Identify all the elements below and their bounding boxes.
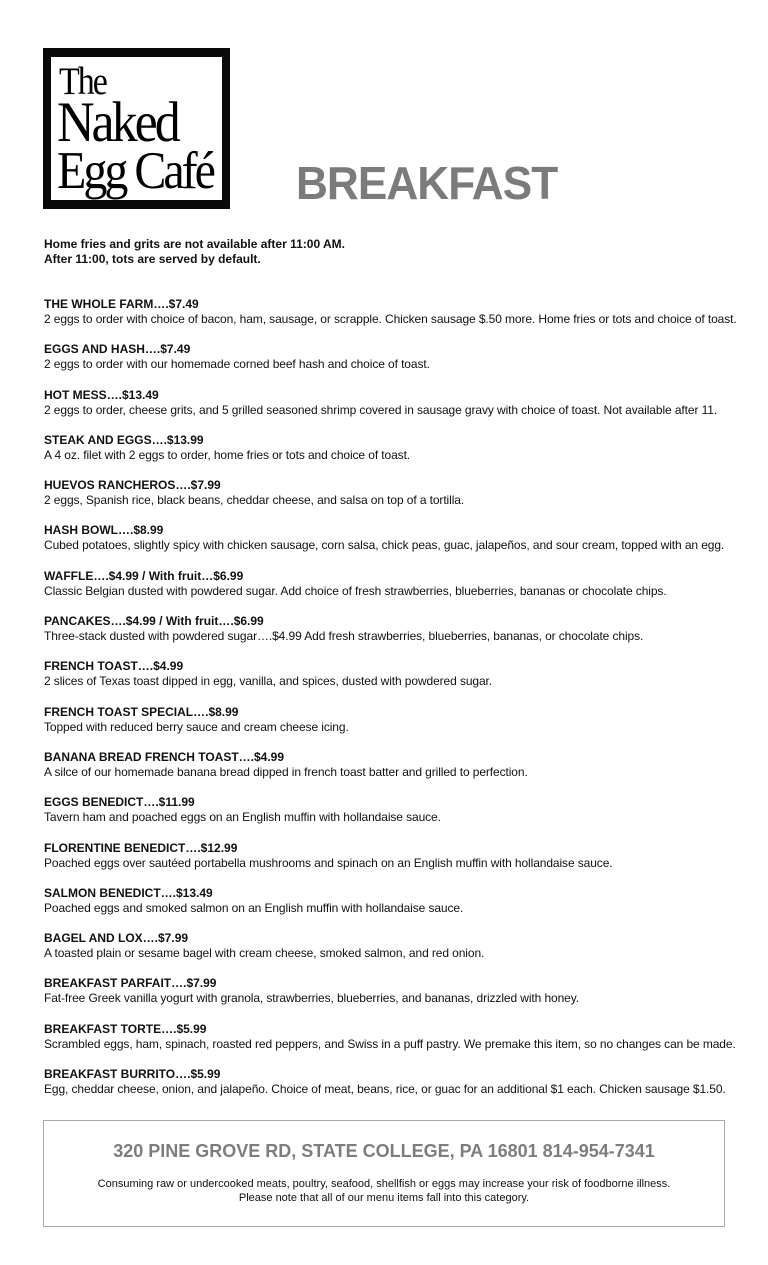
menu-item — [44, 659, 744, 704]
logo-word-egg-cafe: Egg Café — [57, 141, 213, 200]
menu-item — [44, 750, 744, 795]
menu-item-description: Tavern ham and poached eggs on an English muffin with hollandaise sauce. — [44, 810, 441, 825]
menu-item-title: BREAKFAST PARFAIT….$7.99 — [44, 976, 217, 991]
menu-item — [44, 569, 744, 614]
menu-item-description: 2 slices of Texas toast dipped in egg, vanilla, and spices, dusted with powdered sugar. — [44, 674, 493, 689]
menu-item-title: SALMON BENEDICT….$13.49 — [44, 885, 213, 900]
menu-item-description: Three-stack dusted with powdered sugar….$4.99 Add fresh strawberries, blueberries, bananas, or chocolate chips. — [44, 629, 644, 644]
menu-item-description: Cubed potatoes, slightly spicy with chicken sausage, corn salsa, chick peas, guac, jalapeños, and sour cream, topped with an egg. — [44, 538, 725, 553]
menu-item-title: FRENCH TOAST SPECIAL….$8.99 — [44, 704, 239, 719]
logo-frame — [51, 57, 222, 200]
menu-item-title: BAGEL AND LOX….$7.99 — [44, 931, 189, 946]
menu-item-description: 2 eggs to order with our homemade corned beef hash and choice of toast. — [44, 357, 430, 372]
menu-item-description: 2 eggs to order, cheese grits, and 5 grilled seasoned shrimp covered in sausage gravy with choice of toast. Not available after 11. — [44, 402, 718, 417]
footer-box — [43, 1120, 725, 1227]
menu-item-description: Topped with reduced berry sauce and cream cheese icing. — [44, 719, 349, 734]
menu-item-title: FRENCH TOAST….$4.99 — [44, 659, 184, 674]
menu-item-description: Poached eggs and smoked salmon on an English muffin with hollandaise sauce. — [44, 900, 464, 915]
menu-item-title: FLORENTINE BENEDICT….$12.99 — [44, 840, 238, 855]
menu-item — [44, 795, 744, 840]
menu-item — [44, 705, 744, 750]
menu-item-title: EGGS AND HASH….$7.49 — [44, 342, 191, 357]
menu-item — [44, 388, 744, 433]
menu-item — [44, 976, 744, 1021]
menu-item — [44, 297, 744, 342]
menu-item-title: HOT MESS….$13.49 — [44, 387, 159, 402]
menu-item-description: Egg, cheddar cheese, onion, and jalapeño. Choice of meat, beans, rice, or guac for an additional $1 each. Chicken sausage $1.50. — [44, 1082, 726, 1097]
menu-item — [44, 1022, 744, 1067]
cafe-logo — [43, 48, 230, 209]
menu-item-title: HUEVOS RANCHEROS….$7.99 — [44, 478, 221, 493]
menu-item-title: BREAKFAST TORTE….$5.99 — [44, 1021, 207, 1036]
menu-item-description: Fat-free Greek vanilla yogurt with granola, strawberries, blueberries, and bananas, drizzled with honey. — [44, 991, 579, 1006]
menu-item-description: A silce of our homemade banana bread dipped in french toast batter and grilled to perfection. — [44, 764, 528, 779]
menu-item — [44, 1067, 744, 1112]
menu-item — [44, 886, 744, 931]
menu-item-description: Poached eggs over sautéed portabella mushrooms and spinach on an English muffin with hollandaise sauce. — [44, 855, 613, 870]
menu-item — [44, 931, 744, 976]
menu-item-title: EGGS BENEDICT….$11.99 — [44, 795, 195, 810]
logo-word-naked: Naked — [57, 91, 178, 155]
note-line: Home fries and grits are not available after 11:00 AM. — [44, 237, 345, 251]
warning-line: Please note that all of our menu items fall into this category. — [238, 1192, 530, 1204]
menu-item-description: 2 eggs, Spanish rice, black beans, cheddar cheese, and salsa on top of a tortilla. — [44, 493, 465, 508]
note-line: After 11:00, tots are served by default. — [44, 252, 261, 266]
menu-item-title: BANANA BREAD FRENCH TOAST….$4.99 — [44, 749, 285, 764]
menu-item — [44, 523, 744, 568]
menu-item-description: A 4 oz. filet with 2 eggs to order, home fries or tots and choice of toast. — [44, 447, 411, 462]
menu-item — [44, 433, 744, 478]
menu-item-description: A toasted plain or sesame bagel with cream cheese, smoked salmon, and red onion. — [44, 946, 485, 961]
food-safety-warning — [44, 1177, 724, 1205]
page-title: BREAKFAST — [296, 157, 558, 209]
service-notes — [44, 237, 345, 267]
menu-item-description: Scrambled eggs, ham, spinach, roasted red peppers, and Swiss in a puff pastry. We premake this item, so no changes can be made. — [44, 1036, 736, 1051]
menu-item — [44, 478, 744, 523]
address-and-phone: 320 PINE GROVE RD, STATE COLLEGE, PA 16801 814-954-7341 — [113, 1141, 655, 1161]
menu-items-list — [44, 297, 744, 1112]
menu-item-title: WAFFLE….$4.99 / With fruit…$6.99 — [44, 568, 244, 583]
menu-item-title: THE WHOLE FARM….$7.49 — [44, 297, 199, 311]
warning-line: Consuming raw or undercooked meats, poultry, seafood, shellfish or eggs may increase your risk of foodborne illness. — [97, 1178, 671, 1190]
menu-item-description: Classic Belgian dusted with powdered sugar. Add choice of fresh strawberries, blueberries, bananas or chocolate chips. — [44, 583, 667, 598]
menu-item-title: PANCAKES….$4.99 / With fruit….$6.99 — [44, 614, 264, 629]
logo-word-the: The — [59, 60, 106, 104]
menu-item-description: 2 eggs to order with choice of bacon, ham, sausage, or scrapple. Chicken sausage $.50 more. Home fries or tots and choice of toast. — [44, 312, 737, 326]
menu-item — [44, 614, 744, 659]
menu-item-title: HASH BOWL….$8.99 — [44, 523, 164, 538]
menu-item — [44, 841, 744, 886]
menu-item-title: BREAKFAST BURRITO….$5.99 — [44, 1067, 221, 1082]
menu-item-title: STEAK AND EGGS….$13.99 — [44, 432, 204, 447]
menu-item — [44, 342, 744, 387]
